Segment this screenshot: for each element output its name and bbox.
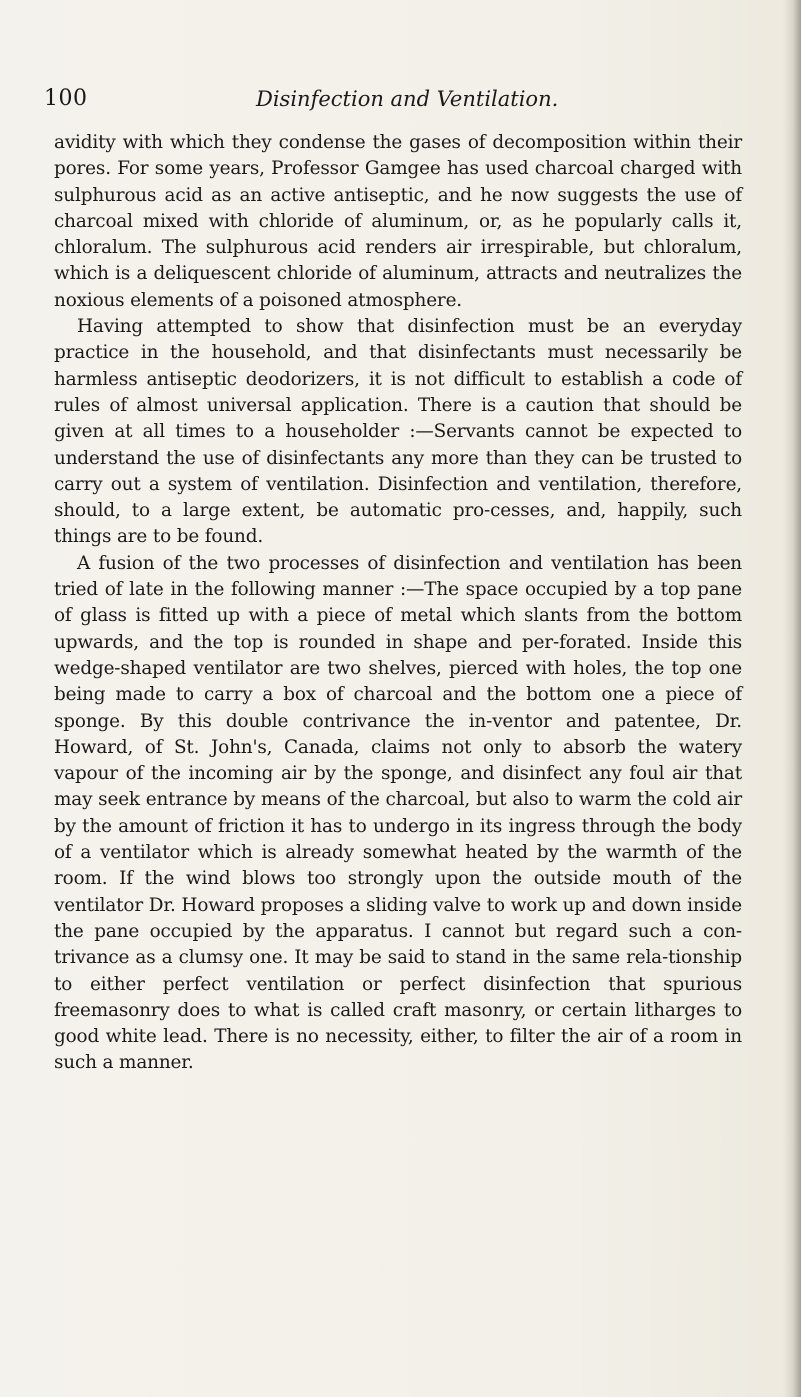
page-header	[44, 86, 744, 120]
page-number: 100	[44, 86, 88, 111]
paragraph-ventilator-fusion: A fusion of the two processes of disinfection and ventilation has been tried of late in the following manner :—The space occupied by a top pane of glass is fitted up with a piece of metal which slants from the bottom upwards, and the top is rounded in shape and per-forated. Inside this wedge-shaped ventilator are two shelves, pierced with holes, the top one being made to carry a box of charcoal and the bottom one a piece of sponge. By this double contrivance the in-ventor and patentee, Dr. Howard, of St. John's, Canada, claims not only to absorb the watery vapour of the incoming air by the sponge, and disinfect any foul air that may seek entrance by means of the charcoal, but also to warm the cold air by the amount of friction it has to undergo in its ingress through the body of a ventilator which is already somewhat heated by the warmth of the room. If the wind blows too strongly upon the outside mouth of the ventilator Dr. Howard proposes a sliding valve to work up and down inside the pane occupied by the apparatus. I cannot but regard such a con-trivance as a clumsy one. It may be said to stand in the same rela-tionship to either perfect ventilation or perfect disinfection that spurious freemasonry does to what is called craft masonry, or certain litharges to good white lead. There is no necessity, either, to filter the air of a room in such a manner.	[54, 552, 742, 1074]
paragraph-disinfection-rules: Having attempted to show that disinfection must be an everyday practice in the household, and that disinfectants must necessarily be harmless antiseptic deodorizers, it is not difficult to establish a code of rules of almost universal application. There is a caution that should be given at all times to a householder :—Servants cannot be expected to understand the use of disinfectants any more than they can be trusted to carry out a system of ventilation. Disinfection and ventilation, therefore, should, to a large extent, be automatic pro-cesses, and, happily, such things are to be found.	[54, 316, 742, 548]
page-binding-edge	[783, 0, 801, 1397]
paragraph-continuation: avidity with which they condense the gases of decomposition within their pores. For some years, Professor Gamgee has used charcoal charged with sulphurous acid as an active antiseptic, and he now suggests the use of charcoal mixed with chloride of aluminum, or, as he popularly calls it, chloralum. The sulphurous acid renders air irrespirable, but chloralum, which is a deliquescent chloride of aluminum, attracts and neutralizes the noxious elements of a poisoned atmosphere.	[54, 132, 742, 311]
running-title: Disinfection and Ventilation.	[256, 87, 559, 111]
body-text	[54, 130, 742, 1077]
